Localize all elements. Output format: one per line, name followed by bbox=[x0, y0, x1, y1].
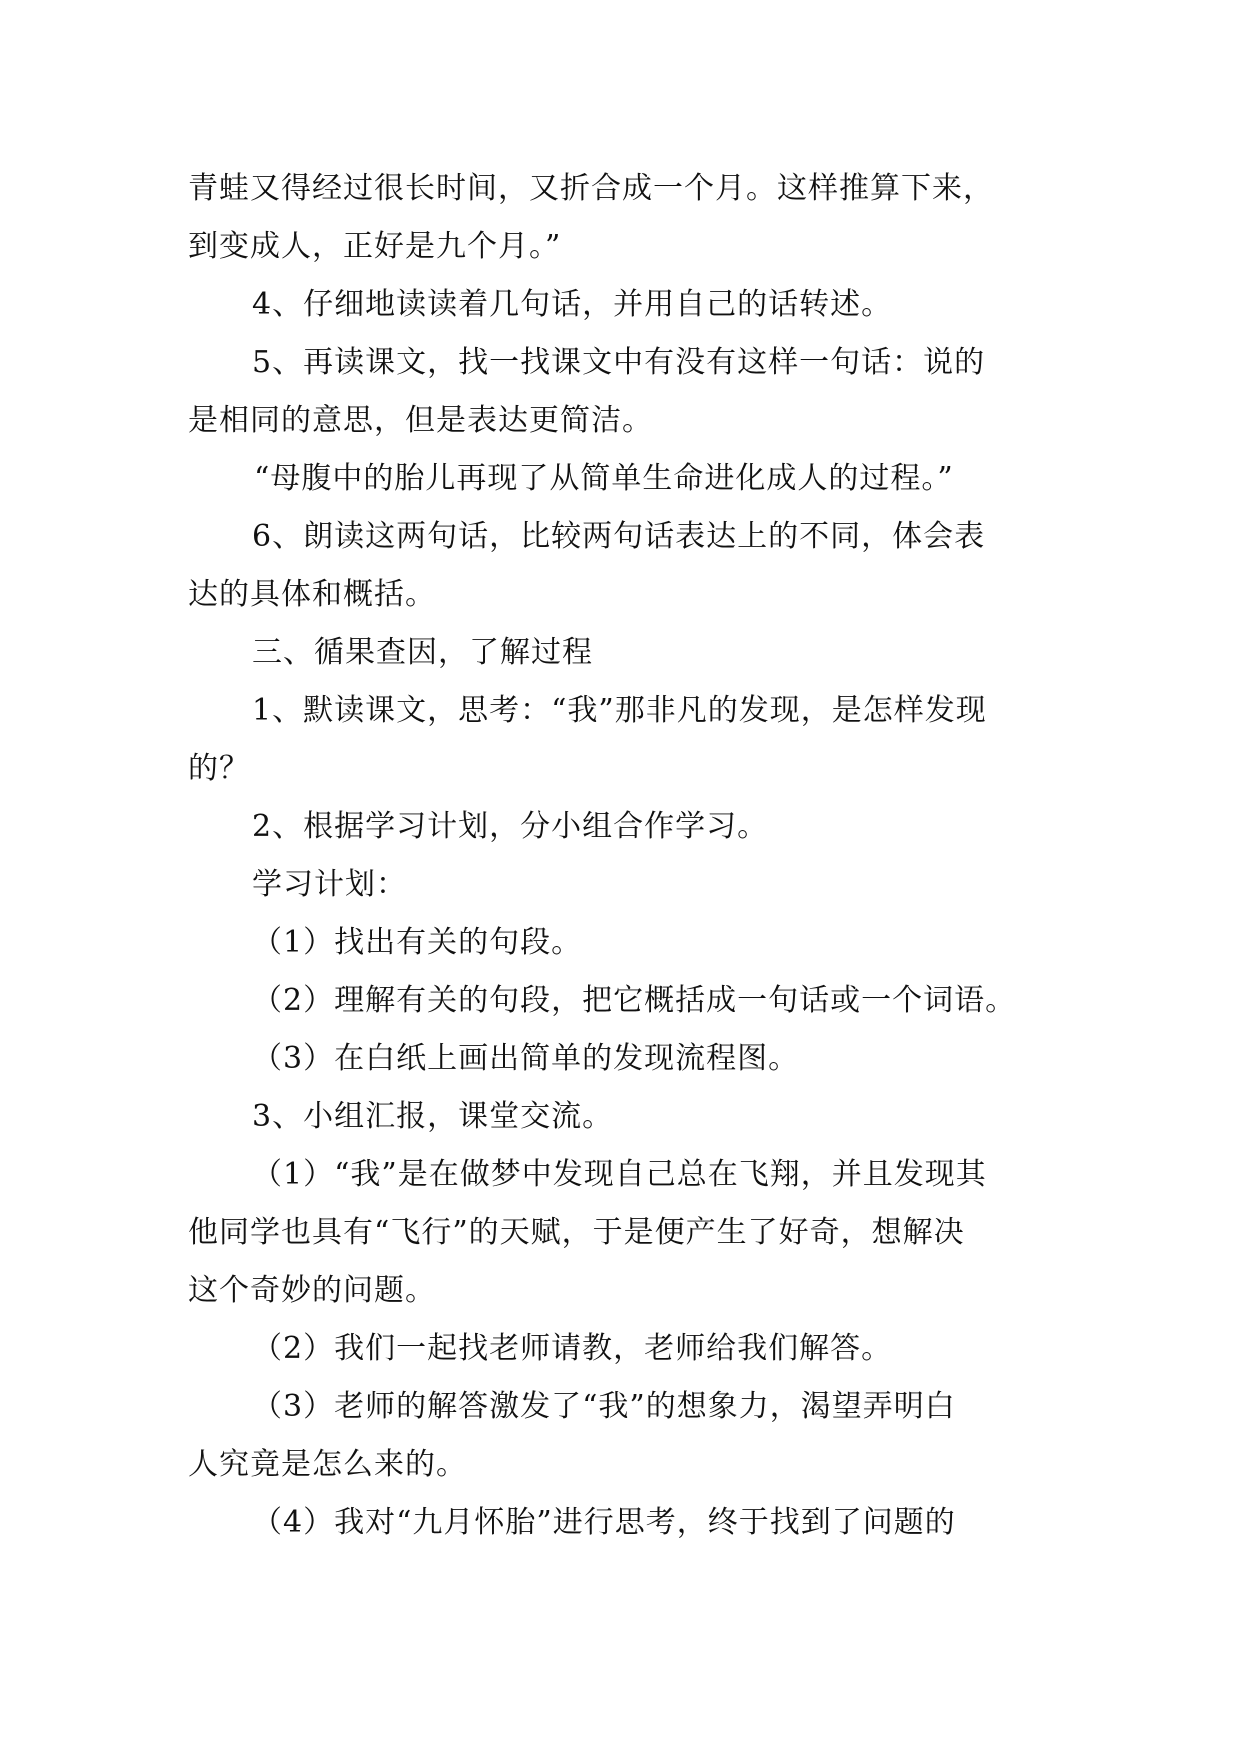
text-line: 他同学也具有“飞行”的天赋，于是便产生了好奇，想解决 bbox=[188, 1215, 965, 1250]
text-line: 人究竟是怎么来的。 bbox=[188, 1447, 467, 1482]
text-line: 1、默读课文，思考：“我”那非凡的发现，是怎样发现 bbox=[252, 693, 987, 728]
list-item: （2）理解有关的句段，把它概括成一句话或一个词语。 bbox=[252, 983, 1017, 1018]
list-item: （1）“我”是在做梦中发现自己总在飞翔，并且发现其 bbox=[252, 1157, 987, 1192]
text-line: 5、再读课文，找一找课文中有没有这样一句话：说的 bbox=[252, 345, 986, 380]
text-line: 这个奇妙的问题。 bbox=[188, 1273, 436, 1308]
document-body bbox=[188, 160, 1058, 1552]
list-item: （4）我对“九月怀胎”进行思考，终于找到了问题的 bbox=[252, 1505, 956, 1540]
text-line: 到变成人，正好是九个月。” bbox=[188, 229, 562, 264]
section-heading: 三、循果查因，了解过程 bbox=[252, 635, 593, 670]
text-line: 4、仔细地读读着几句话，并用自己的话转述。 bbox=[252, 287, 893, 322]
list-item: （1）找出有关的句段。 bbox=[252, 925, 583, 960]
text-line: 学习计划： bbox=[252, 867, 407, 902]
text-line: 3、小组汇报，课堂交流。 bbox=[252, 1099, 614, 1134]
list-item: （3）老师的解答激发了“我”的想象力，渴望弄明白 bbox=[252, 1389, 956, 1424]
list-item: （2）我们一起找老师请教，老师给我们解答。 bbox=[252, 1331, 893, 1366]
text-line: 青蛙又得经过很长时间，又折合成一个月。这样推算下来， bbox=[188, 171, 994, 206]
text-line: 达的具体和概括。 bbox=[188, 577, 436, 612]
text-line: 是相同的意思，但是表达更简洁。 bbox=[188, 403, 653, 438]
list-item: （3）在白纸上画出简单的发现流程图。 bbox=[252, 1041, 800, 1076]
quote-line: “母腹中的胎儿再现了从简单生命进化成人的过程。” bbox=[254, 461, 954, 496]
text-line: 6、朗读这两句话，比较两句话表达上的不同，体会表 bbox=[252, 519, 986, 554]
text-line: 的？ bbox=[188, 751, 250, 786]
text-line: 2、根据学习计划，分小组合作学习。 bbox=[252, 809, 769, 844]
